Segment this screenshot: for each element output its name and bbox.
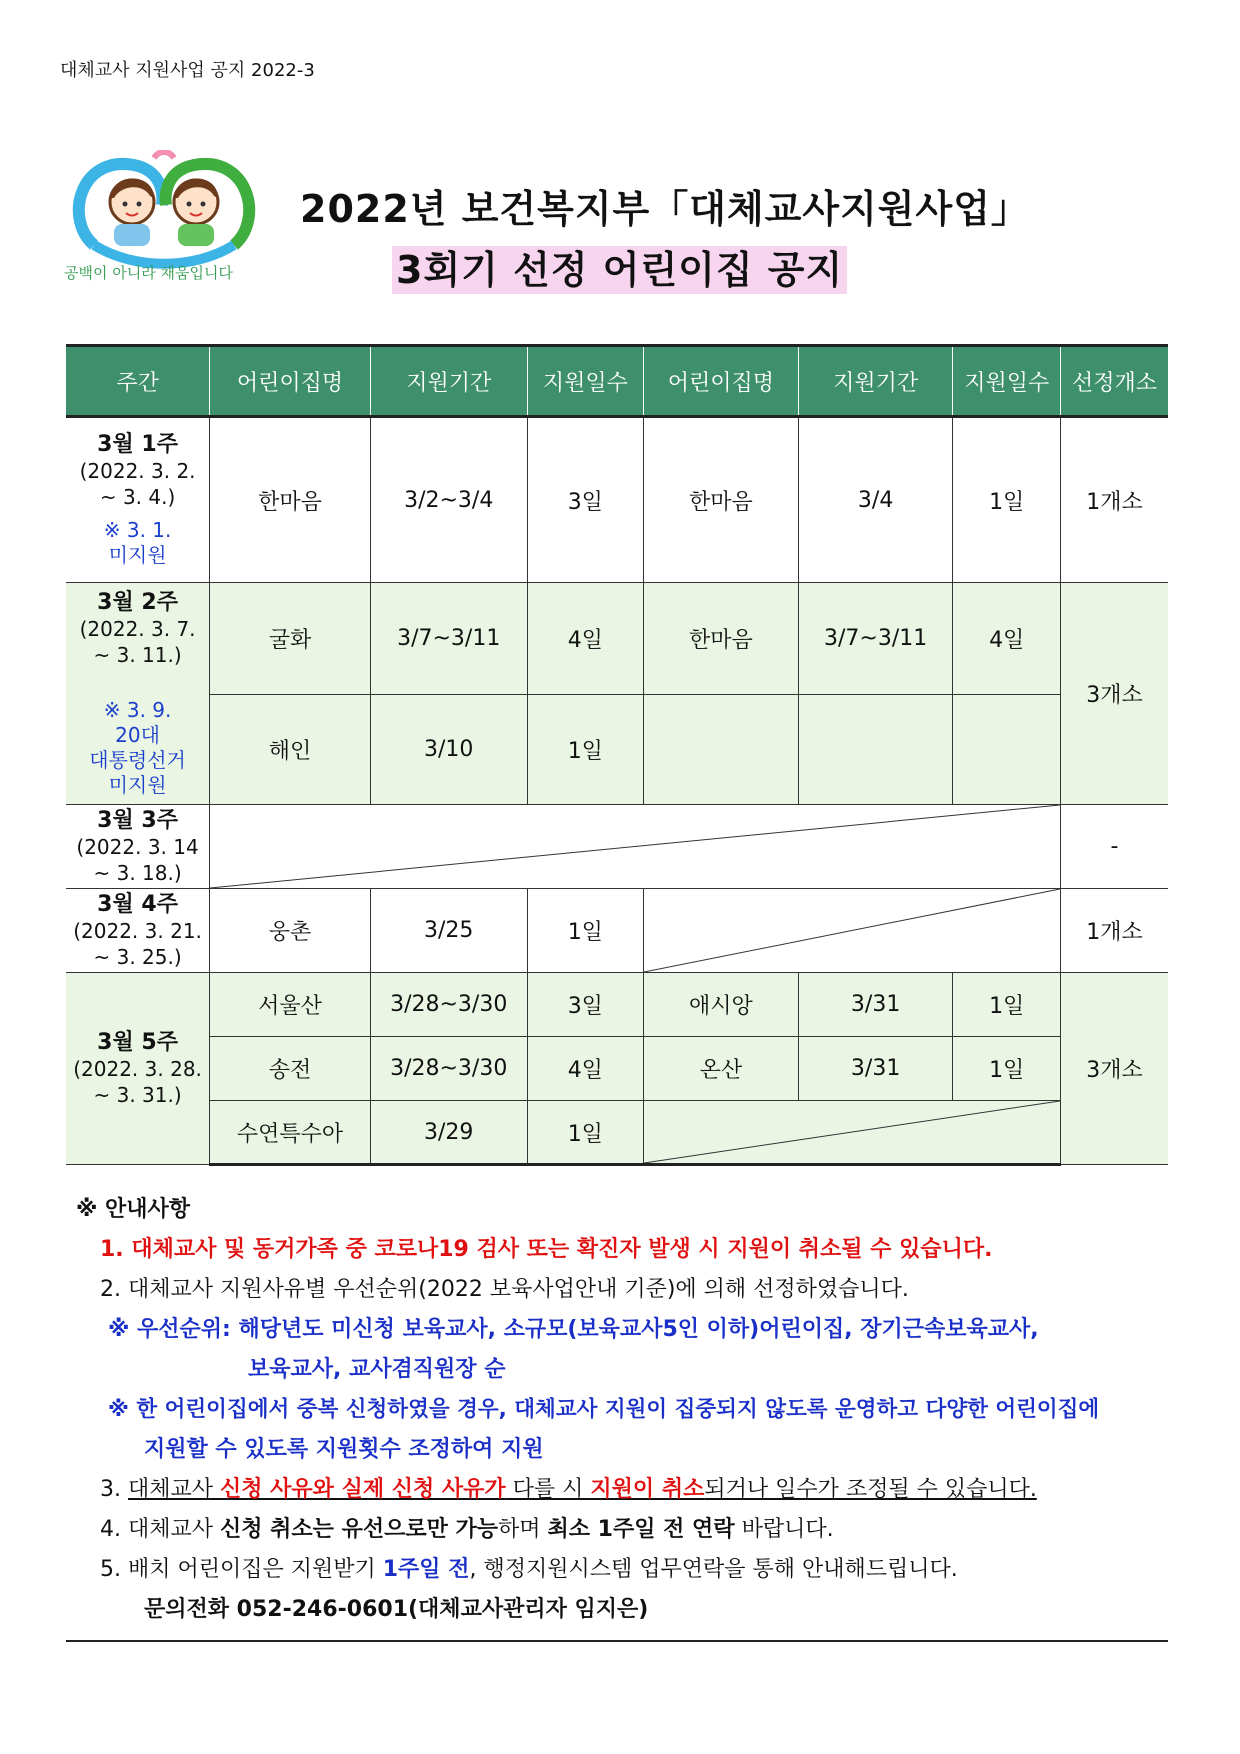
bottom-divider bbox=[66, 1640, 1168, 1642]
notice-5-emphasis: 1주일 전 bbox=[382, 1557, 470, 1582]
no-selection-cell bbox=[644, 1101, 1061, 1165]
week-period-end: ~ 3. 25.) bbox=[93, 944, 182, 969]
week-note-line: 미지원 bbox=[108, 772, 167, 797]
header-week: 주간 bbox=[66, 346, 210, 417]
page-subtitle: 3회기 선정 어린이집 공지 bbox=[392, 246, 847, 294]
week-title: 3월 3주 bbox=[97, 807, 178, 833]
center-name: 해인 bbox=[210, 695, 371, 805]
notice-item-1: 1. 대체교사 및 동거가족 중 코로나19 검사 또는 확진자 발생 시 지원이 취소될 수 있습니다. bbox=[100, 1237, 993, 1262]
header-days-2: 지원일수 bbox=[953, 346, 1060, 417]
week-period-start: (2022. 3. 7. bbox=[79, 616, 196, 641]
week-cell bbox=[66, 889, 210, 973]
notice-4-text: 바랍니다. bbox=[734, 1517, 834, 1542]
week-note-line: 20대 bbox=[115, 722, 160, 747]
support-days: 4일 bbox=[527, 583, 644, 695]
support-period: 3/2~3/4 bbox=[370, 417, 527, 583]
diagonal-line bbox=[644, 889, 1060, 972]
priority-note-cont: 보육교사, 교사겸직원장 순 bbox=[248, 1357, 506, 1382]
week-period-end: ~ 3. 11.) bbox=[93, 642, 182, 667]
selected-count: 3개소 bbox=[1060, 583, 1168, 805]
header-center-name: 어린이집명 bbox=[210, 346, 371, 417]
notice-3-emphasis: 신청 사유와 실제 신청 사유가 bbox=[220, 1477, 506, 1502]
week-note-line: 대통령선거 bbox=[89, 747, 186, 772]
support-days: 3일 bbox=[527, 973, 644, 1037]
notice-4-text: 4. 대체교사 bbox=[100, 1517, 220, 1542]
header-selected-count: 선정개소 bbox=[1060, 346, 1168, 417]
header-period: 지원기간 bbox=[370, 346, 527, 417]
selected-count: - bbox=[1060, 805, 1168, 889]
document-id: 대체교사 지원사업 공지 2022-3 bbox=[60, 60, 315, 81]
week-title: 3월 5주 bbox=[97, 1029, 178, 1055]
selected-count: 3개소 bbox=[1060, 973, 1168, 1165]
table-row bbox=[66, 583, 1168, 695]
notice-3-emphasis: 지원이 취소 bbox=[590, 1477, 705, 1502]
center-name-2: 애시앙 bbox=[644, 973, 799, 1037]
support-days-2: 1일 bbox=[953, 417, 1060, 583]
table-row bbox=[66, 1037, 1168, 1101]
week-period-start: (2022. 3. 14 bbox=[76, 834, 199, 859]
support-days: 4일 bbox=[527, 1037, 644, 1101]
empty-cell bbox=[644, 695, 799, 805]
notice-heading: ※ 안내사항 bbox=[76, 1197, 191, 1222]
support-period: 3/28~3/30 bbox=[370, 1037, 527, 1101]
notice-5-text: , 행정지원시스템 업무연락을 통해 안내해드립니다. bbox=[469, 1557, 958, 1582]
support-period-2: 3/4 bbox=[798, 417, 953, 583]
support-period-2: 3/7~3/11 bbox=[798, 583, 953, 695]
header-days: 지원일수 bbox=[527, 346, 644, 417]
center-name: 굴화 bbox=[210, 583, 371, 695]
support-days: 1일 bbox=[527, 1101, 644, 1165]
support-days-2: 1일 bbox=[953, 973, 1060, 1037]
table-row bbox=[66, 1101, 1168, 1165]
center-name: 웅촌 bbox=[210, 889, 371, 973]
center-name: 한마음 bbox=[210, 417, 371, 583]
notice-3-text: 되거나 일수가 조정될 수 있습니다. bbox=[704, 1477, 1037, 1502]
week-period-end: ~ 3. 31.) bbox=[93, 1082, 182, 1107]
duplicate-note-cont: 지원할 수 있도록 지원횟수 조정하여 지원 bbox=[144, 1437, 544, 1462]
week-title: 3월 2주 bbox=[97, 589, 178, 615]
center-name: 수연특수아 bbox=[210, 1101, 371, 1165]
week-cell bbox=[66, 417, 210, 583]
table-row bbox=[66, 417, 1168, 583]
week-period-start: (2022. 3. 21. bbox=[73, 918, 202, 943]
support-period: 3/29 bbox=[370, 1101, 527, 1165]
empty-cell bbox=[953, 695, 1060, 805]
header-period-2: 지원기간 bbox=[798, 346, 953, 417]
week-note-line: 미지원 bbox=[108, 543, 167, 567]
page-title: 2022년 보건복지부「대체교사지원사업」 bbox=[300, 187, 1030, 231]
notice-3-text: 다를 시 bbox=[505, 1477, 591, 1502]
week-period-start: (2022. 3. 28. bbox=[73, 1056, 202, 1081]
week-note-line: ※ 3. 1. bbox=[103, 518, 172, 542]
no-selection-cell bbox=[210, 805, 1061, 889]
center-name-2: 한마음 bbox=[644, 417, 799, 583]
support-days: 1일 bbox=[527, 889, 644, 973]
table-row bbox=[66, 889, 1168, 973]
week-title: 3월 1주 bbox=[97, 432, 178, 457]
support-period: 3/10 bbox=[370, 695, 527, 805]
notice-item-4 bbox=[76, 1510, 1176, 1550]
week-period-start: (2022. 3. 2. bbox=[79, 459, 196, 483]
support-period-2: 3/31 bbox=[798, 973, 953, 1037]
selection-table bbox=[66, 344, 1168, 1166]
notice-5-text: 5. 배치 어린이집은 지원받기 bbox=[100, 1557, 383, 1582]
no-selection-cell bbox=[644, 889, 1061, 973]
notice-4-emphasis: 최소 1주일 전 연락 bbox=[547, 1517, 735, 1542]
center-name: 송전 bbox=[210, 1037, 371, 1101]
week-note-line: ※ 3. 9. bbox=[103, 697, 172, 722]
table-row bbox=[66, 805, 1168, 889]
notice-item-5 bbox=[76, 1550, 1176, 1590]
table-row bbox=[66, 695, 1168, 805]
support-days: 1일 bbox=[527, 695, 644, 805]
diagonal-line bbox=[644, 1101, 1060, 1163]
duplicate-note: ※ 한 어린이집에서 중복 신청하였을 경우, 대체교사 지원이 집중되지 않도록 운영하고 다양한 어린이집에 bbox=[108, 1397, 1100, 1422]
center-name-2: 한마음 bbox=[644, 583, 799, 695]
diagonal-line bbox=[210, 805, 1060, 888]
support-period: 3/7~3/11 bbox=[370, 583, 527, 695]
priority-note: ※ 우선순위: 해당년도 미신청 보육교사, 소규모(보육교사5인 이하)어린이집, 장기근속보육교사, bbox=[108, 1317, 1039, 1342]
logo bbox=[64, 150, 274, 290]
week-cell bbox=[66, 583, 210, 805]
support-period: 3/25 bbox=[370, 889, 527, 973]
table-header-row bbox=[66, 346, 1168, 417]
week-period-end: ~ 3. 4.) bbox=[99, 485, 176, 509]
support-days-2: 1일 bbox=[953, 1037, 1060, 1101]
notice-3-num: 3. bbox=[100, 1477, 128, 1502]
support-days: 3일 bbox=[527, 417, 644, 583]
week-title: 3월 4주 bbox=[97, 891, 178, 917]
week-period-end: ~ 3. 18.) bbox=[93, 860, 182, 885]
empty-cell bbox=[798, 695, 953, 805]
week-cell bbox=[66, 805, 210, 889]
support-period: 3/28~3/30 bbox=[370, 973, 527, 1037]
support-period-2: 3/31 bbox=[798, 1037, 953, 1101]
notice-item-3 bbox=[76, 1470, 1176, 1510]
notice-4-emphasis: 신청 취소는 유선으로만 가능 bbox=[220, 1517, 499, 1542]
selected-count: 1개소 bbox=[1060, 417, 1168, 583]
support-days-2: 4일 bbox=[953, 583, 1060, 695]
week-cell bbox=[66, 973, 210, 1165]
selected-count: 1개소 bbox=[1060, 889, 1168, 973]
notice-item-2: 2. 대체교사 지원사유별 우선순위(2022 보육사업안내 기준)에 의해 선정하였습니다. bbox=[100, 1277, 909, 1302]
notice-3-text: 대체교사 bbox=[127, 1477, 220, 1502]
header-center-name-2: 어린이집명 bbox=[644, 346, 799, 417]
center-name-2: 온산 bbox=[644, 1037, 799, 1101]
table-row bbox=[66, 973, 1168, 1037]
logo-tagline: 공백이 아니라 채움입니다 bbox=[64, 264, 233, 282]
notice-4-text: 하며 bbox=[498, 1517, 548, 1542]
notice-section bbox=[76, 1190, 1176, 1630]
contact-info: 문의전화 052-246-0601(대체교사관리자 임지은) bbox=[144, 1597, 649, 1622]
center-name: 서울산 bbox=[210, 973, 371, 1037]
